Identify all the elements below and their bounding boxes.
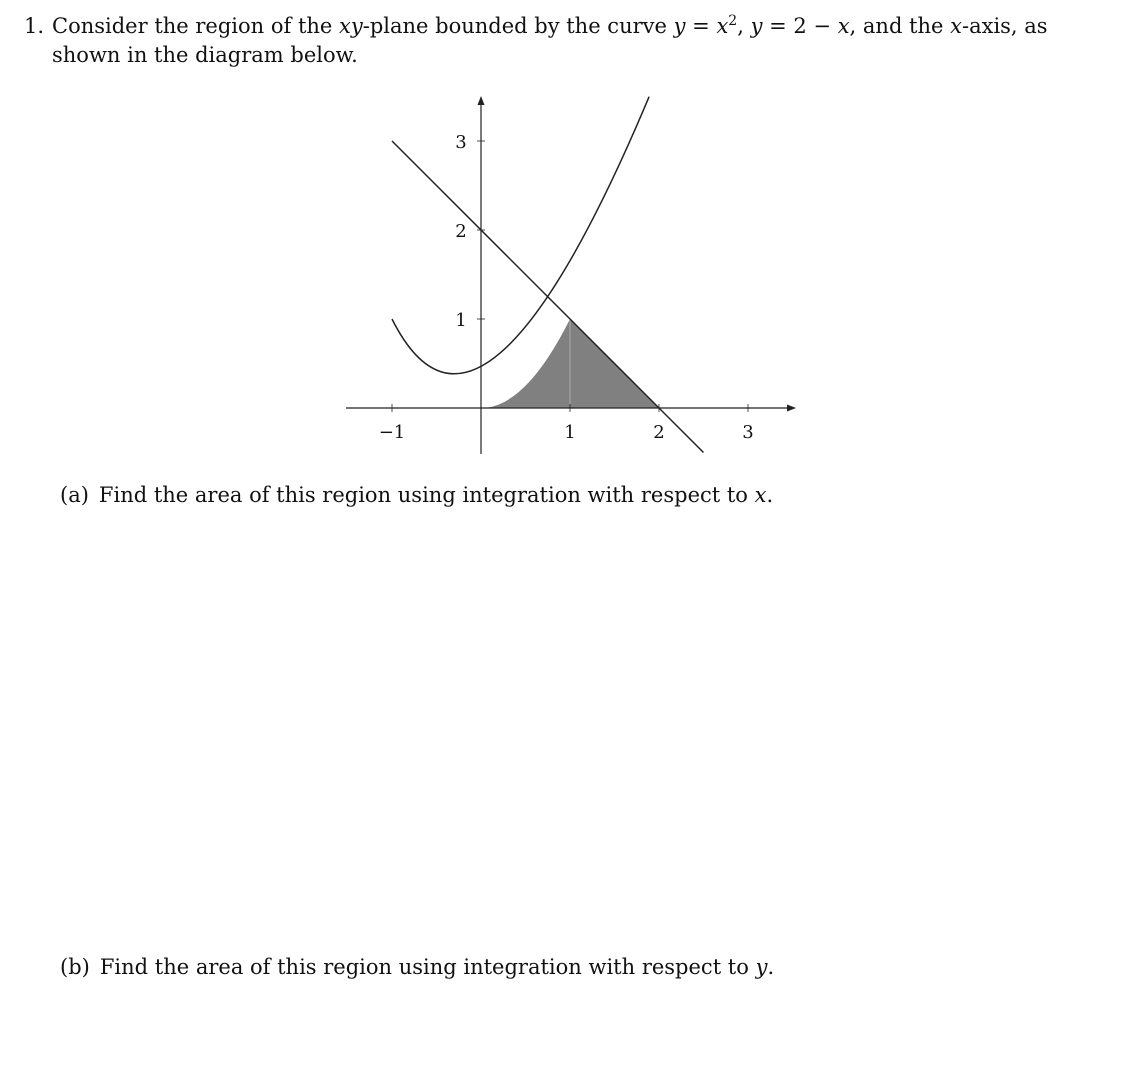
x-axis-arrow: [787, 405, 796, 412]
statement-separator: ,: [737, 14, 751, 38]
statement-text: -axis, as shown in the diagram below.: [52, 14, 1048, 67]
math-equals: =: [685, 14, 717, 38]
x-tick-label: 1: [564, 422, 576, 443]
x-tick-label: 3: [742, 422, 754, 443]
y-tick-label: 2: [455, 221, 467, 242]
part-a-period: .: [766, 483, 774, 507]
y-axis-arrow: [478, 96, 485, 105]
x-tick-label: 2: [653, 422, 665, 443]
math-var-y: y: [673, 14, 686, 38]
problem-1: [24, 12, 1114, 70]
diagram-svg: [340, 90, 800, 460]
part-b-label: (b): [60, 955, 90, 979]
part-a-text: Find the area of this region using integration with respect to: [98, 483, 755, 507]
part-b: [60, 953, 774, 982]
problem-number: 1.: [24, 14, 45, 38]
math-equals-two-minus: = 2 −: [762, 14, 838, 38]
part-b-text: Find the area of this region using integration with respect to: [99, 955, 756, 979]
statement-text: , and the: [849, 14, 951, 38]
statement-text: -plane bounded by the curve: [362, 14, 674, 38]
problem-statement: [52, 12, 1114, 70]
math-var-y: y: [750, 14, 763, 38]
x-tick-label: −1: [378, 422, 406, 443]
parabola-curve: [392, 97, 649, 374]
statement-text: Consider the region of the: [52, 14, 340, 38]
y-tick-label: 3: [455, 132, 467, 153]
region-diagram: [340, 90, 800, 460]
math-var-x: x: [754, 483, 767, 507]
math-var-x: x: [837, 14, 850, 38]
math-var-y: y: [755, 955, 768, 979]
math-exponent: 2: [728, 13, 738, 29]
math-var-x: x: [950, 14, 962, 38]
y-tick-label: 1: [455, 310, 467, 331]
part-b-period: .: [767, 955, 775, 979]
part-a: [60, 481, 773, 510]
part-a-label: (a): [60, 483, 89, 507]
math-var-x: x: [716, 14, 729, 38]
math-var-xy: xy: [339, 14, 363, 38]
